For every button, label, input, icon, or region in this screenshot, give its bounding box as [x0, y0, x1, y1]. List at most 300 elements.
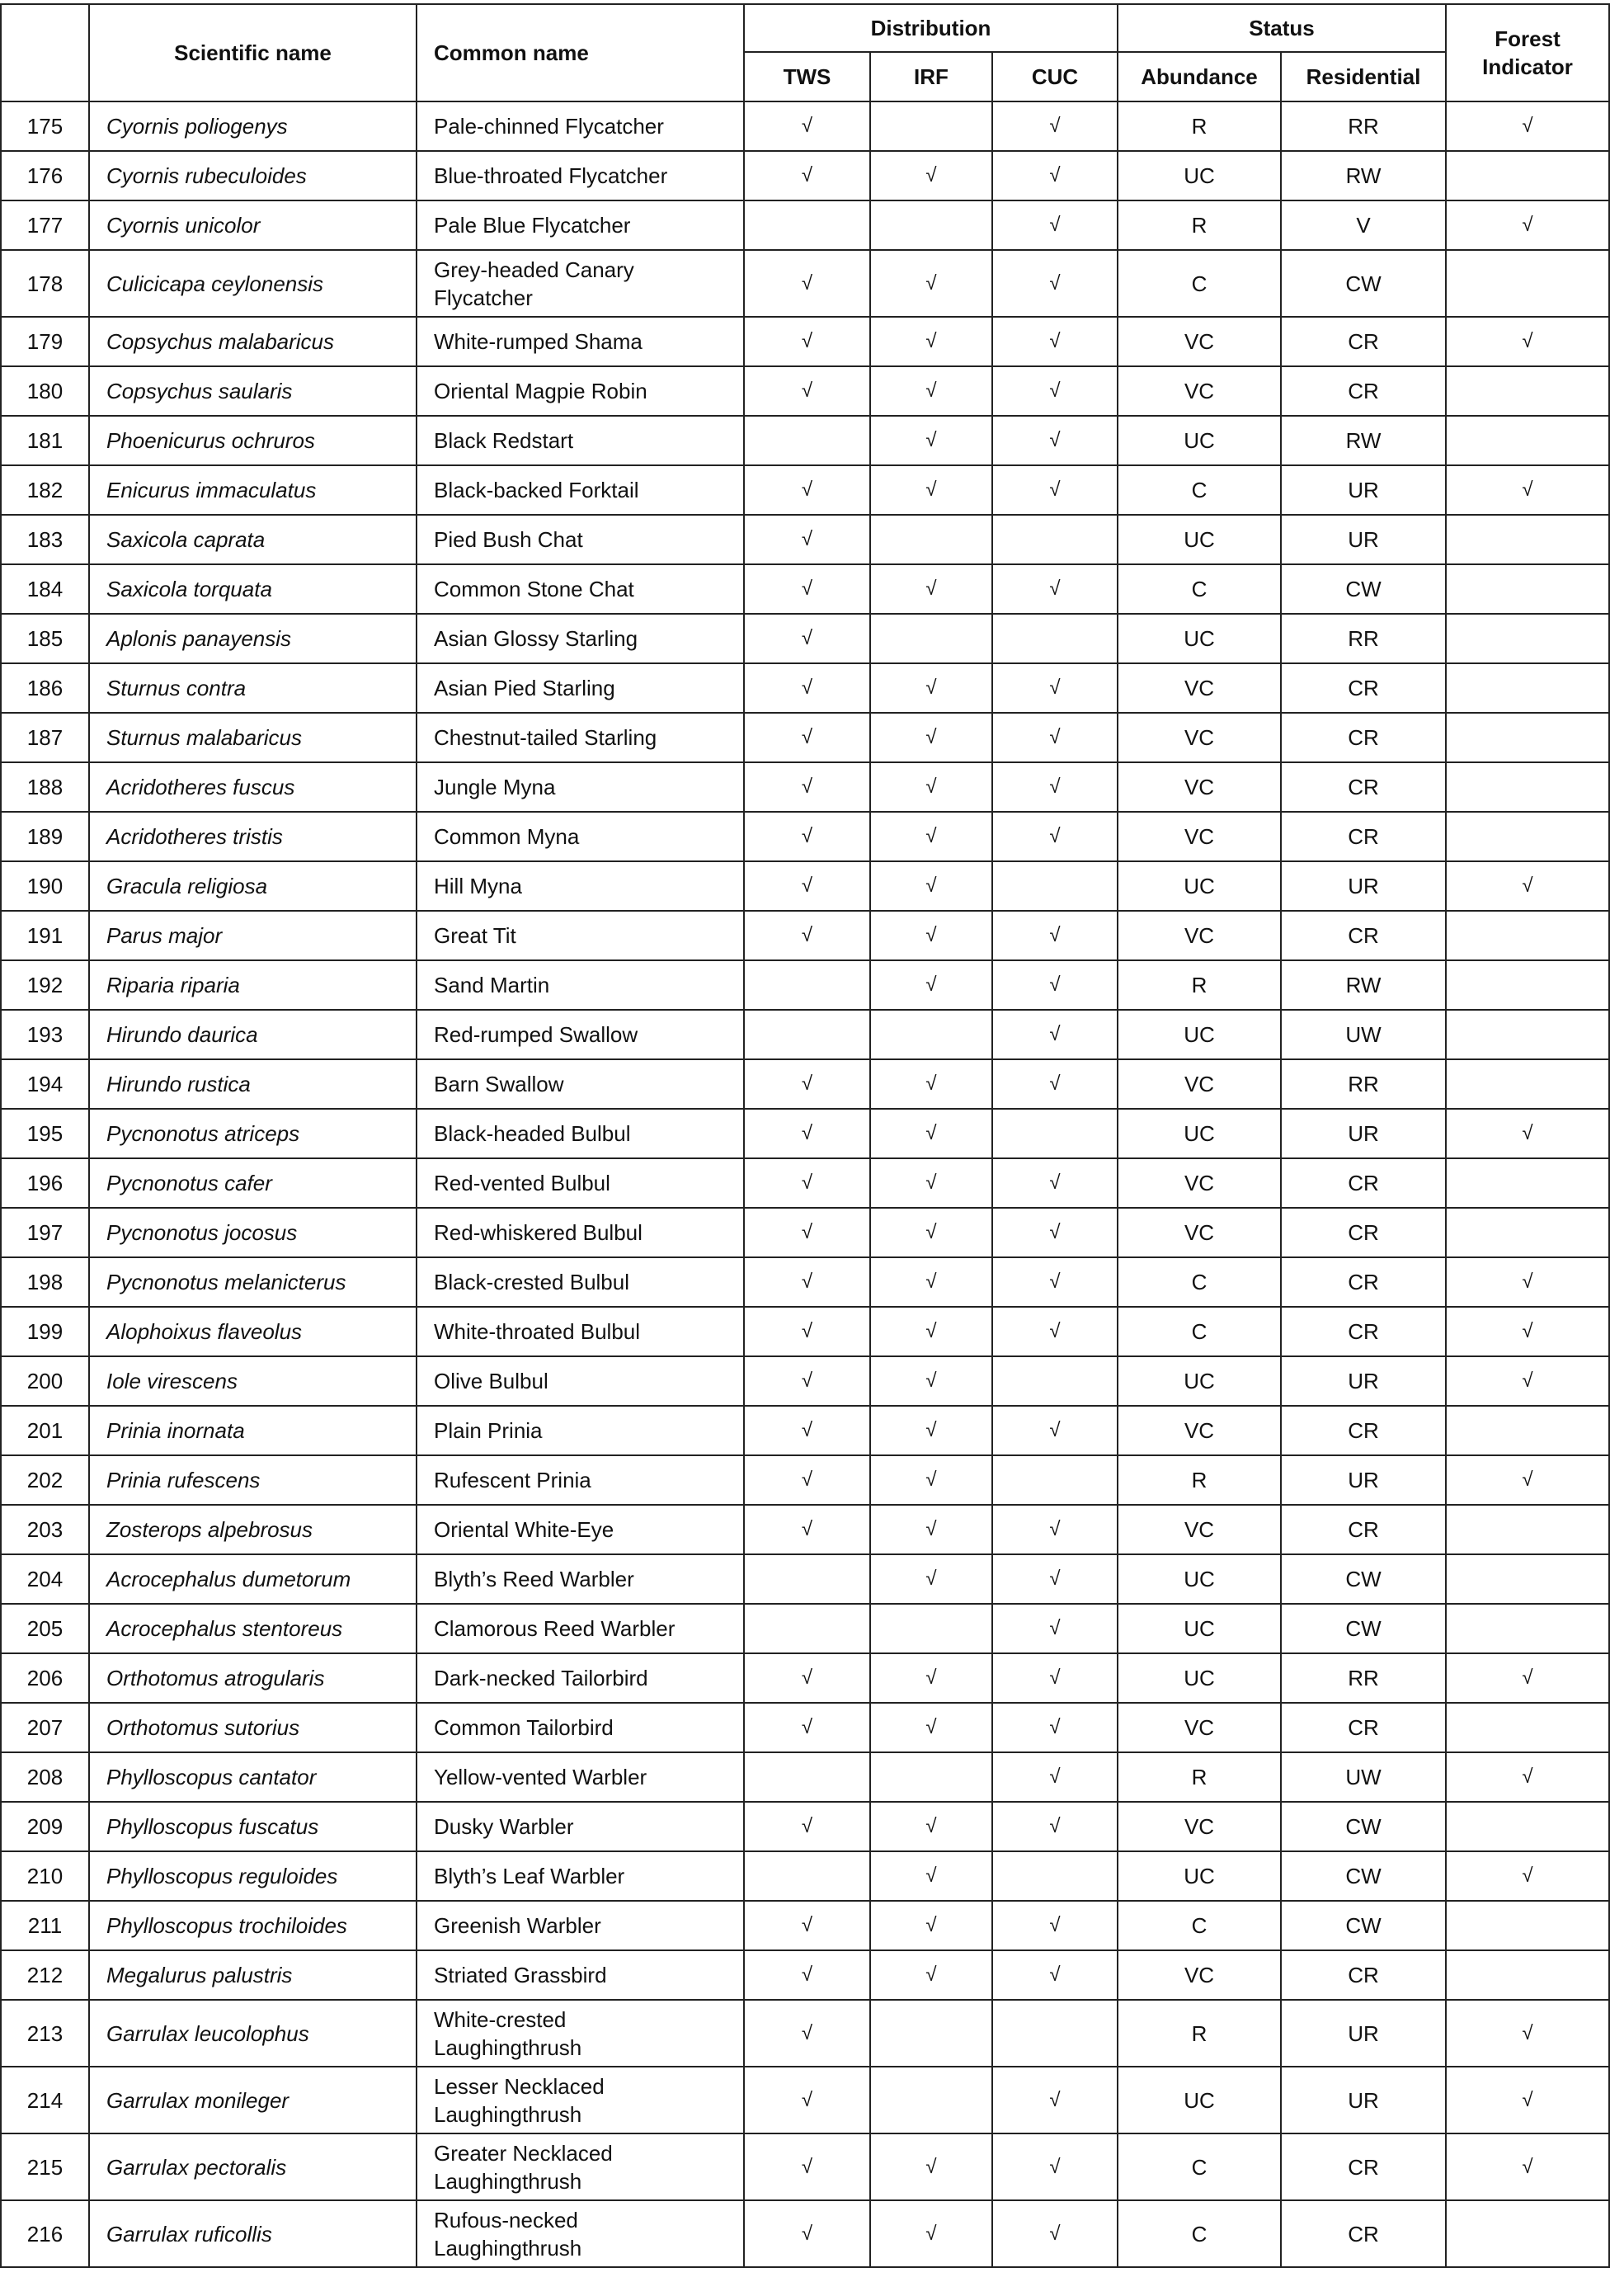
- forest-indicator-cell: [1446, 960, 1609, 1010]
- residential-cell: UR: [1281, 515, 1446, 564]
- row-number: 200: [1, 1356, 89, 1406]
- table-row: [1, 101, 1609, 151]
- forest-indicator-cell: [1446, 1703, 1609, 1752]
- scientific-name-cell: Pycnonotus cafer: [89, 1158, 417, 1208]
- row-number: 205: [1, 1604, 89, 1653]
- tws-check-cell: √: [744, 1158, 870, 1208]
- tws-check-cell: [744, 960, 870, 1010]
- table-row: [1, 1455, 1609, 1505]
- forest-indicator-cell: [1446, 250, 1609, 317]
- tws-check-cell: √: [744, 1653, 870, 1703]
- row-number: 211: [1, 1901, 89, 1950]
- irf-check-cell: √: [870, 1158, 992, 1208]
- residential-cell: UR: [1281, 1109, 1446, 1158]
- cuc-check-cell: √: [992, 366, 1118, 416]
- cuc-check-cell: √: [992, 762, 1118, 812]
- residential-cell: CR: [1281, 911, 1446, 960]
- tws-check-cell: √: [744, 663, 870, 713]
- tws-check-cell: √: [744, 317, 870, 366]
- table-row: [1, 663, 1609, 713]
- tws-check-cell: √: [744, 564, 870, 614]
- cuc-check-cell: √: [992, 1802, 1118, 1851]
- forest-indicator-cell: [1446, 366, 1609, 416]
- common-name-cell: Clamorous Reed Warbler: [417, 1604, 744, 1653]
- abundance-cell: C: [1118, 1307, 1281, 1356]
- header-residential: Residential: [1281, 52, 1446, 101]
- common-name-cell: Barn Swallow: [417, 1059, 744, 1109]
- scientific-name-cell: Garrulax monileger: [89, 2067, 417, 2133]
- common-name-cell: Rufous-necked Laughingthrush: [417, 2200, 744, 2267]
- abundance-cell: C: [1118, 1257, 1281, 1307]
- cuc-check-cell: [992, 1109, 1118, 1158]
- forest-indicator-cell: [1446, 1010, 1609, 1059]
- cuc-check-cell: √: [992, 465, 1118, 515]
- row-number: 214: [1, 2067, 89, 2133]
- residential-cell: RR: [1281, 101, 1446, 151]
- residential-cell: CR: [1281, 2200, 1446, 2267]
- table-row: [1, 1604, 1609, 1653]
- table-row: [1, 1109, 1609, 1158]
- table-row: [1, 1257, 1609, 1307]
- tws-check-cell: [744, 1010, 870, 1059]
- cuc-check-cell: √: [992, 812, 1118, 861]
- residential-cell: CR: [1281, 317, 1446, 366]
- common-name-cell: Dusky Warbler: [417, 1802, 744, 1851]
- scientific-name-cell: Garrulax leucolophus: [89, 2000, 417, 2067]
- common-name-cell: Oriental Magpie Robin: [417, 366, 744, 416]
- common-name-cell: Black-backed Forktail: [417, 465, 744, 515]
- residential-cell: RR: [1281, 1653, 1446, 1703]
- cuc-check-cell: √: [992, 2067, 1118, 2133]
- irf-check-cell: [870, 101, 992, 151]
- cuc-check-cell: [992, 2000, 1118, 2067]
- abundance-cell: C: [1118, 2133, 1281, 2200]
- common-name-cell: Sand Martin: [417, 960, 744, 1010]
- table-row: [1, 1802, 1609, 1851]
- cuc-check-cell: √: [992, 911, 1118, 960]
- irf-check-cell: √: [870, 1851, 992, 1901]
- scientific-name-cell: Acridotheres tristis: [89, 812, 417, 861]
- common-name-cell: Hill Myna: [417, 861, 744, 911]
- table-row: [1, 1158, 1609, 1208]
- irf-check-cell: [870, 2067, 992, 2133]
- abundance-cell: UC: [1118, 515, 1281, 564]
- cuc-check-cell: √: [992, 1703, 1118, 1752]
- table-row: [1, 2067, 1609, 2133]
- scientific-name-cell: Iole virescens: [89, 1356, 417, 1406]
- table-row: [1, 812, 1609, 861]
- common-name-cell: Grey-headed Canary Flycatcher: [417, 250, 744, 317]
- scientific-name-cell: Copsychus malabaricus: [89, 317, 417, 366]
- abundance-cell: R: [1118, 1752, 1281, 1802]
- forest-indicator-cell: √: [1446, 2000, 1609, 2067]
- abundance-cell: VC: [1118, 1703, 1281, 1752]
- irf-check-cell: [870, 614, 992, 663]
- forest-indicator-cell: √: [1446, 1257, 1609, 1307]
- scientific-name-cell: Hirundo rustica: [89, 1059, 417, 1109]
- table-row: [1, 1505, 1609, 1554]
- cuc-check-cell: √: [992, 2200, 1118, 2267]
- tws-check-cell: √: [744, 1455, 870, 1505]
- table-row: [1, 1307, 1609, 1356]
- forest-indicator-cell: [1446, 911, 1609, 960]
- scientific-name-cell: Sturnus malabaricus: [89, 713, 417, 762]
- abundance-cell: VC: [1118, 713, 1281, 762]
- scientific-name-cell: Garrulax ruficollis: [89, 2200, 417, 2267]
- row-number: 212: [1, 1950, 89, 2000]
- row-number: 207: [1, 1703, 89, 1752]
- residential-cell: CW: [1281, 1851, 1446, 1901]
- scientific-name-cell: Enicurus immaculatus: [89, 465, 417, 515]
- common-name-cell: Asian Pied Starling: [417, 663, 744, 713]
- forest-indicator-cell: [1446, 1208, 1609, 1257]
- table-row: [1, 2000, 1609, 2067]
- forest-indicator-cell: [1446, 515, 1609, 564]
- forest-indicator-cell: [1446, 713, 1609, 762]
- common-name-cell: Black Redstart: [417, 416, 744, 465]
- tws-check-cell: √: [744, 1109, 870, 1158]
- irf-check-cell: √: [870, 762, 992, 812]
- row-number: 191: [1, 911, 89, 960]
- cuc-check-cell: √: [992, 200, 1118, 250]
- row-number: 196: [1, 1158, 89, 1208]
- forest-indicator-cell: √: [1446, 861, 1609, 911]
- row-number: 184: [1, 564, 89, 614]
- row-number: 183: [1, 515, 89, 564]
- common-name-cell: White-rumped Shama: [417, 317, 744, 366]
- cuc-check-cell: √: [992, 564, 1118, 614]
- abundance-cell: VC: [1118, 1802, 1281, 1851]
- cuc-check-cell: [992, 1851, 1118, 1901]
- scientific-name-cell: Parus major: [89, 911, 417, 960]
- forest-indicator-cell: √: [1446, 465, 1609, 515]
- table-row: [1, 1554, 1609, 1604]
- irf-check-cell: √: [870, 1109, 992, 1158]
- common-name-cell: Yellow-vented Warbler: [417, 1752, 744, 1802]
- irf-check-cell: [870, 1010, 992, 1059]
- tws-check-cell: √: [744, 762, 870, 812]
- abundance-cell: VC: [1118, 1505, 1281, 1554]
- common-name-cell: Greater Necklaced Laughingthrush: [417, 2133, 744, 2200]
- scientific-name-cell: Gracula religiosa: [89, 861, 417, 911]
- residential-cell: CR: [1281, 1307, 1446, 1356]
- residential-cell: CR: [1281, 812, 1446, 861]
- forest-indicator-cell: [1446, 1505, 1609, 1554]
- forest-indicator-cell: √: [1446, 101, 1609, 151]
- common-name-cell: Striated Grassbird: [417, 1950, 744, 2000]
- header-forest-indicator: Forest Indicator: [1446, 4, 1609, 101]
- row-number: 204: [1, 1554, 89, 1604]
- forest-indicator-cell: [1446, 663, 1609, 713]
- forest-indicator-cell: √: [1446, 2133, 1609, 2200]
- common-name-cell: Red-whiskered Bulbul: [417, 1208, 744, 1257]
- table-row: [1, 2133, 1609, 2200]
- table-row: [1, 416, 1609, 465]
- forest-indicator-cell: [1446, 2200, 1609, 2267]
- row-number: 206: [1, 1653, 89, 1703]
- tws-check-cell: √: [744, 2067, 870, 2133]
- scientific-name-cell: Cyornis poliogenys: [89, 101, 417, 151]
- tws-check-cell: √: [744, 1950, 870, 2000]
- residential-cell: CW: [1281, 1802, 1446, 1851]
- forest-indicator-cell: [1446, 1406, 1609, 1455]
- residential-cell: V: [1281, 200, 1446, 250]
- forest-indicator-cell: [1446, 416, 1609, 465]
- tws-check-cell: √: [744, 515, 870, 564]
- cuc-check-cell: √: [992, 713, 1118, 762]
- abundance-cell: R: [1118, 2000, 1281, 2067]
- cuc-check-cell: [992, 1455, 1118, 1505]
- row-number: 189: [1, 812, 89, 861]
- residential-cell: RW: [1281, 960, 1446, 1010]
- abundance-cell: UC: [1118, 2067, 1281, 2133]
- row-number: 179: [1, 317, 89, 366]
- header-number: [1, 4, 89, 101]
- header-cuc: CUC: [992, 52, 1118, 101]
- cuc-check-cell: √: [992, 1752, 1118, 1802]
- row-number: 199: [1, 1307, 89, 1356]
- irf-check-cell: √: [870, 250, 992, 317]
- species-table-container: [0, 3, 1608, 2268]
- tws-check-cell: √: [744, 1307, 870, 1356]
- tws-check-cell: √: [744, 911, 870, 960]
- forest-indicator-cell: [1446, 151, 1609, 200]
- abundance-cell: R: [1118, 960, 1281, 1010]
- header-irf: IRF: [870, 52, 992, 101]
- tws-check-cell: √: [744, 1406, 870, 1455]
- tws-check-cell: √: [744, 861, 870, 911]
- irf-check-cell: √: [870, 960, 992, 1010]
- tws-check-cell: √: [744, 812, 870, 861]
- common-name-cell: Chestnut-tailed Starling: [417, 713, 744, 762]
- common-name-cell: Red-rumped Swallow: [417, 1010, 744, 1059]
- irf-check-cell: √: [870, 1406, 992, 1455]
- residential-cell: CR: [1281, 1158, 1446, 1208]
- cuc-check-cell: √: [992, 1604, 1118, 1653]
- forest-indicator-cell: [1446, 762, 1609, 812]
- row-number: 187: [1, 713, 89, 762]
- table-row: [1, 317, 1609, 366]
- cuc-check-cell: √: [992, 1059, 1118, 1109]
- row-number: 198: [1, 1257, 89, 1307]
- table-row: [1, 911, 1609, 960]
- table-row: [1, 1851, 1609, 1901]
- residential-cell: CW: [1281, 250, 1446, 317]
- common-name-cell: Pied Bush Chat: [417, 515, 744, 564]
- irf-check-cell: √: [870, 366, 992, 416]
- table-row: [1, 1950, 1609, 2000]
- common-name-cell: Blyth’s Leaf Warbler: [417, 1851, 744, 1901]
- common-name-cell: Lesser Necklaced Laughingthrush: [417, 2067, 744, 2133]
- cuc-check-cell: √: [992, 1010, 1118, 1059]
- row-number: 176: [1, 151, 89, 200]
- row-number: 195: [1, 1109, 89, 1158]
- abundance-cell: VC: [1118, 1158, 1281, 1208]
- residential-cell: CR: [1281, 1505, 1446, 1554]
- tws-check-cell: √: [744, 151, 870, 200]
- tws-check-cell: [744, 416, 870, 465]
- forest-indicator-cell: [1446, 1604, 1609, 1653]
- table-row: [1, 713, 1609, 762]
- cuc-check-cell: [992, 614, 1118, 663]
- common-name-cell: Greenish Warbler: [417, 1901, 744, 1950]
- cuc-check-cell: √: [992, 1406, 1118, 1455]
- scientific-name-cell: Acrocephalus stentoreus: [89, 1604, 417, 1653]
- table-row: [1, 1208, 1609, 1257]
- common-name-cell: Blyth’s Reed Warbler: [417, 1554, 744, 1604]
- residential-cell: CW: [1281, 1554, 1446, 1604]
- abundance-cell: C: [1118, 1901, 1281, 1950]
- tws-check-cell: √: [744, 2133, 870, 2200]
- cuc-check-cell: [992, 1356, 1118, 1406]
- row-number: 190: [1, 861, 89, 911]
- irf-check-cell: √: [870, 1356, 992, 1406]
- row-number: 186: [1, 663, 89, 713]
- row-number: 178: [1, 250, 89, 317]
- forest-indicator-cell: [1446, 1901, 1609, 1950]
- irf-check-cell: [870, 200, 992, 250]
- cuc-check-cell: √: [992, 1208, 1118, 1257]
- forest-indicator-cell: √: [1446, 1752, 1609, 1802]
- table-header: [1, 4, 1609, 101]
- residential-cell: CR: [1281, 1406, 1446, 1455]
- irf-check-cell: √: [870, 812, 992, 861]
- scientific-name-cell: Pycnonotus melanicterus: [89, 1257, 417, 1307]
- abundance-cell: UC: [1118, 1554, 1281, 1604]
- residential-cell: RR: [1281, 1059, 1446, 1109]
- forest-indicator-cell: [1446, 1554, 1609, 1604]
- abundance-cell: VC: [1118, 1950, 1281, 2000]
- table-row: [1, 1901, 1609, 1950]
- header-tws: TWS: [744, 52, 870, 101]
- common-name-cell: Asian Glossy Starling: [417, 614, 744, 663]
- row-number: 193: [1, 1010, 89, 1059]
- tws-check-cell: [744, 1851, 870, 1901]
- scientific-name-cell: Saxicola torquata: [89, 564, 417, 614]
- residential-cell: CW: [1281, 1604, 1446, 1653]
- common-name-cell: White-throated Bulbul: [417, 1307, 744, 1356]
- scientific-name-cell: Orthotomus sutorius: [89, 1703, 417, 1752]
- common-name-cell: Rufescent Prinia: [417, 1455, 744, 1505]
- cuc-check-cell: √: [992, 317, 1118, 366]
- table-row: [1, 1059, 1609, 1109]
- table-row: [1, 1356, 1609, 1406]
- row-number: 175: [1, 101, 89, 151]
- scientific-name-cell: Phylloscopus trochiloides: [89, 1901, 417, 1950]
- residential-cell: UR: [1281, 465, 1446, 515]
- tws-check-cell: √: [744, 614, 870, 663]
- scientific-name-cell: Sturnus contra: [89, 663, 417, 713]
- scientific-name-cell: Prinia inornata: [89, 1406, 417, 1455]
- common-name-cell: Common Tailorbird: [417, 1703, 744, 1752]
- row-number: 201: [1, 1406, 89, 1455]
- table-row: [1, 960, 1609, 1010]
- common-name-cell: Great Tit: [417, 911, 744, 960]
- abundance-cell: UC: [1118, 861, 1281, 911]
- abundance-cell: UC: [1118, 1010, 1281, 1059]
- residential-cell: CR: [1281, 366, 1446, 416]
- forest-indicator-cell: √: [1446, 1356, 1609, 1406]
- abundance-cell: R: [1118, 1455, 1281, 1505]
- irf-check-cell: [870, 1752, 992, 1802]
- tws-check-cell: √: [744, 250, 870, 317]
- table-row: [1, 614, 1609, 663]
- residential-cell: CW: [1281, 564, 1446, 614]
- abundance-cell: R: [1118, 200, 1281, 250]
- residential-cell: CR: [1281, 1703, 1446, 1752]
- irf-check-cell: √: [870, 465, 992, 515]
- irf-check-cell: √: [870, 1307, 992, 1356]
- abundance-cell: UC: [1118, 1356, 1281, 1406]
- residential-cell: CW: [1281, 1901, 1446, 1950]
- residential-cell: CR: [1281, 663, 1446, 713]
- irf-check-cell: √: [870, 911, 992, 960]
- forest-indicator-cell: √: [1446, 1653, 1609, 1703]
- irf-check-cell: √: [870, 564, 992, 614]
- scientific-name-cell: Riparia riparia: [89, 960, 417, 1010]
- abundance-cell: UC: [1118, 1851, 1281, 1901]
- forest-indicator-cell: [1446, 1059, 1609, 1109]
- scientific-name-cell: Megalurus palustris: [89, 1950, 417, 2000]
- row-number: 202: [1, 1455, 89, 1505]
- abundance-cell: VC: [1118, 366, 1281, 416]
- abundance-cell: UC: [1118, 1109, 1281, 1158]
- scientific-name-cell: Copsychus saularis: [89, 366, 417, 416]
- common-name-cell: Oriental White-Eye: [417, 1505, 744, 1554]
- abundance-cell: VC: [1118, 317, 1281, 366]
- cuc-check-cell: √: [992, 1158, 1118, 1208]
- residential-cell: CR: [1281, 2133, 1446, 2200]
- irf-check-cell: √: [870, 151, 992, 200]
- irf-check-cell: √: [870, 1455, 992, 1505]
- forest-indicator-cell: [1446, 1802, 1609, 1851]
- common-name-cell: Jungle Myna: [417, 762, 744, 812]
- table-row: [1, 1653, 1609, 1703]
- irf-check-cell: √: [870, 861, 992, 911]
- residential-cell: UR: [1281, 1356, 1446, 1406]
- table-row: [1, 465, 1609, 515]
- common-name-cell: Pale-chinned Flycatcher: [417, 101, 744, 151]
- forest-indicator-cell: √: [1446, 2067, 1609, 2133]
- cuc-check-cell: √: [992, 151, 1118, 200]
- tws-check-cell: √: [744, 101, 870, 151]
- residential-cell: UR: [1281, 2067, 1446, 2133]
- abundance-cell: R: [1118, 101, 1281, 151]
- residential-cell: CR: [1281, 713, 1446, 762]
- forest-indicator-cell: [1446, 1158, 1609, 1208]
- forest-indicator-cell: √: [1446, 1851, 1609, 1901]
- abundance-cell: UC: [1118, 1653, 1281, 1703]
- abundance-cell: UC: [1118, 151, 1281, 200]
- residential-cell: RR: [1281, 614, 1446, 663]
- scientific-name-cell: Aplonis panayensis: [89, 614, 417, 663]
- forest-indicator-cell: [1446, 614, 1609, 663]
- forest-indicator-cell: √: [1446, 1455, 1609, 1505]
- residential-cell: CR: [1281, 762, 1446, 812]
- residential-cell: RW: [1281, 416, 1446, 465]
- scientific-name-cell: Phylloscopus cantator: [89, 1752, 417, 1802]
- row-number: 216: [1, 2200, 89, 2267]
- cuc-check-cell: √: [992, 1653, 1118, 1703]
- table-row: [1, 515, 1609, 564]
- irf-check-cell: √: [870, 2200, 992, 2267]
- common-name-cell: Red-vented Bulbul: [417, 1158, 744, 1208]
- table-row: [1, 1010, 1609, 1059]
- irf-check-cell: √: [870, 713, 992, 762]
- row-number: 208: [1, 1752, 89, 1802]
- abundance-cell: VC: [1118, 911, 1281, 960]
- scientific-name-cell: Saxicola caprata: [89, 515, 417, 564]
